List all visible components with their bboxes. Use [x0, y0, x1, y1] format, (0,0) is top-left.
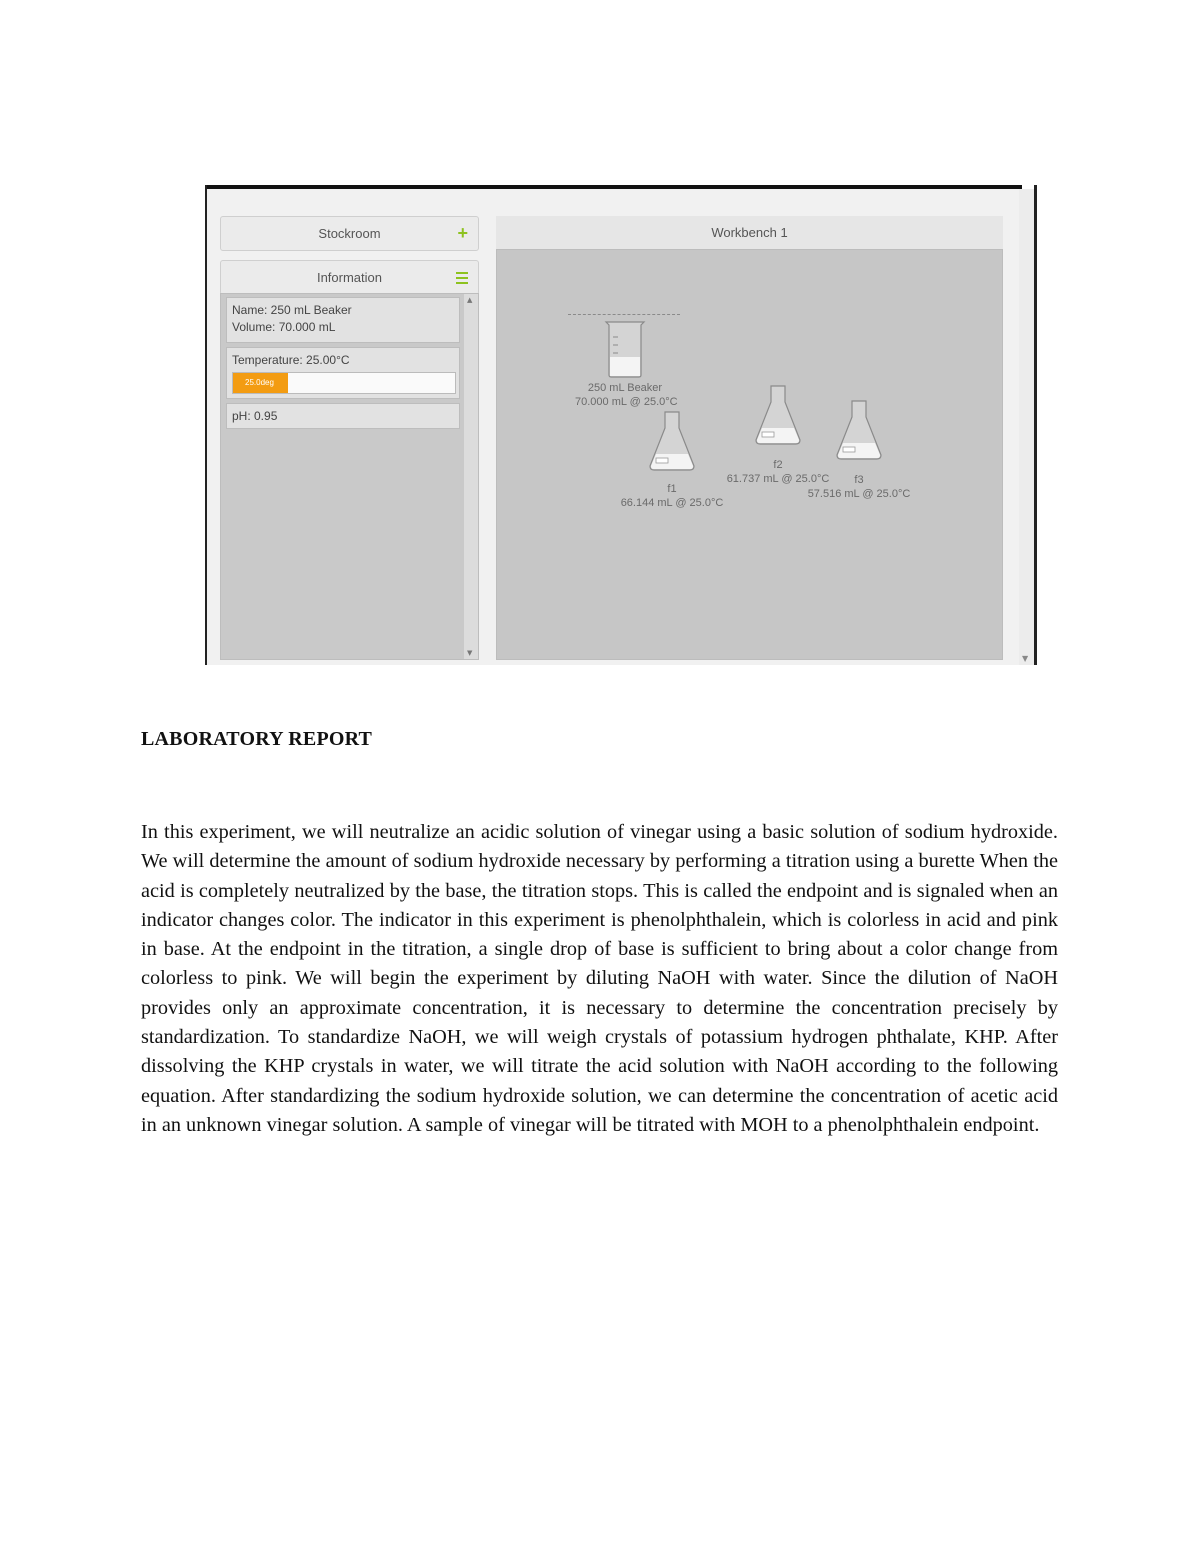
temperature-bar-fill: 25.0deg — [233, 373, 288, 393]
flask-f1-name: f1 — [667, 483, 677, 495]
window-left-border — [205, 185, 207, 665]
flask-f1-icon[interactable] — [648, 410, 696, 472]
info-scrollbar[interactable] — [464, 294, 478, 659]
plus-icon[interactable]: + — [457, 223, 468, 243]
flask-f1-detail: 66.144 mL @ 25.0°C — [620, 497, 724, 509]
scroll-down-arrow-icon[interactable]: ▼ — [467, 649, 473, 657]
info-temperature: Temperature: 25.00°C — [232, 353, 350, 367]
beaker-name: 250 mL Beaker — [587, 382, 663, 394]
information-panel — [220, 293, 479, 660]
report-body: In this experiment, we will neutralize an acidic solution of vinegar using a basic solution of sodium hydroxide. We will determine the amount of sodium hydroxide necessary by performing a titration using a burette When the acid is completely neutralized by the base, the titration stops. This is called the endpoint and is signaled when an indicator changes color. The indicator in this experiment is phenolphthalein, which is colorless in acid and pink in base. At the endpoint in the titration, a single drop of base is sufficient to bring about a color change from colorless to pink. We will begin the experiment by diluting NaOH with water. Since the dilution of NaOH provides only an approximate concentration, it is necessary to determine the concentration precisely by standardization. To standardize NaOH, we will weigh crystals of potassium hydrogen phthalate, KHP. After dissolving the KHP crystals in water, we will titrate the acid solution with NaOH according to the following equation. After standardizing the sodium hydroxide solution, we can determine the concentration of acetic acid in an unknown vinegar solution. A sample of vinegar will be titrated with MOH to a phenolphthalein endpoint. — [141, 821, 1058, 1136]
scroll-down-arrow-icon[interactable]: ▼ — [1022, 654, 1029, 663]
info-card-name — [226, 297, 460, 343]
beaker-detail: 70.000 mL @ 25.0°C — [575, 396, 678, 408]
flask-f2-icon[interactable] — [754, 384, 802, 446]
temperature-bar[interactable] — [232, 372, 456, 394]
lab-simulation-screenshot — [140, 185, 1058, 665]
page-scrollbar[interactable] — [1019, 189, 1034, 665]
scroll-up-arrow-icon[interactable]: ▲ — [467, 296, 473, 304]
flask-f3-detail: 57.516 mL @ 25.0°C — [807, 488, 911, 500]
beaker-icon[interactable] — [603, 319, 647, 379]
flask-f1-label — [610, 482, 734, 510]
flask-f2-name: f2 — [773, 459, 783, 471]
report-title: LABORATORY REPORT — [141, 728, 373, 750]
window-top-border — [206, 185, 1022, 189]
info-card-ph — [226, 403, 460, 429]
info-name: Name: 250 mL Beaker — [232, 303, 352, 317]
flask-f3-icon[interactable] — [835, 399, 883, 461]
flask-f2-detail: 61.737 mL @ 25.0°C — [726, 473, 830, 485]
beaker-label — [575, 381, 678, 409]
information-label: Information — [316, 270, 383, 285]
flask-f3-label — [797, 473, 921, 501]
info-card-temperature — [226, 347, 460, 399]
selection-guide-line — [568, 314, 680, 315]
info-ph: pH: 0.95 — [232, 409, 278, 423]
flask-f3-name: f3 — [854, 474, 864, 486]
workbench-area[interactable] — [496, 249, 1003, 660]
information-header[interactable] — [220, 260, 479, 295]
stockroom-header[interactable] — [220, 216, 479, 251]
window-right-border — [1034, 185, 1037, 665]
menu-icon[interactable] — [456, 272, 468, 284]
stockroom-label: Stockroom — [318, 226, 381, 241]
workbench-header[interactable]: Workbench 1 — [496, 216, 1003, 249]
info-volume: Volume: 70.000 mL — [232, 320, 336, 334]
